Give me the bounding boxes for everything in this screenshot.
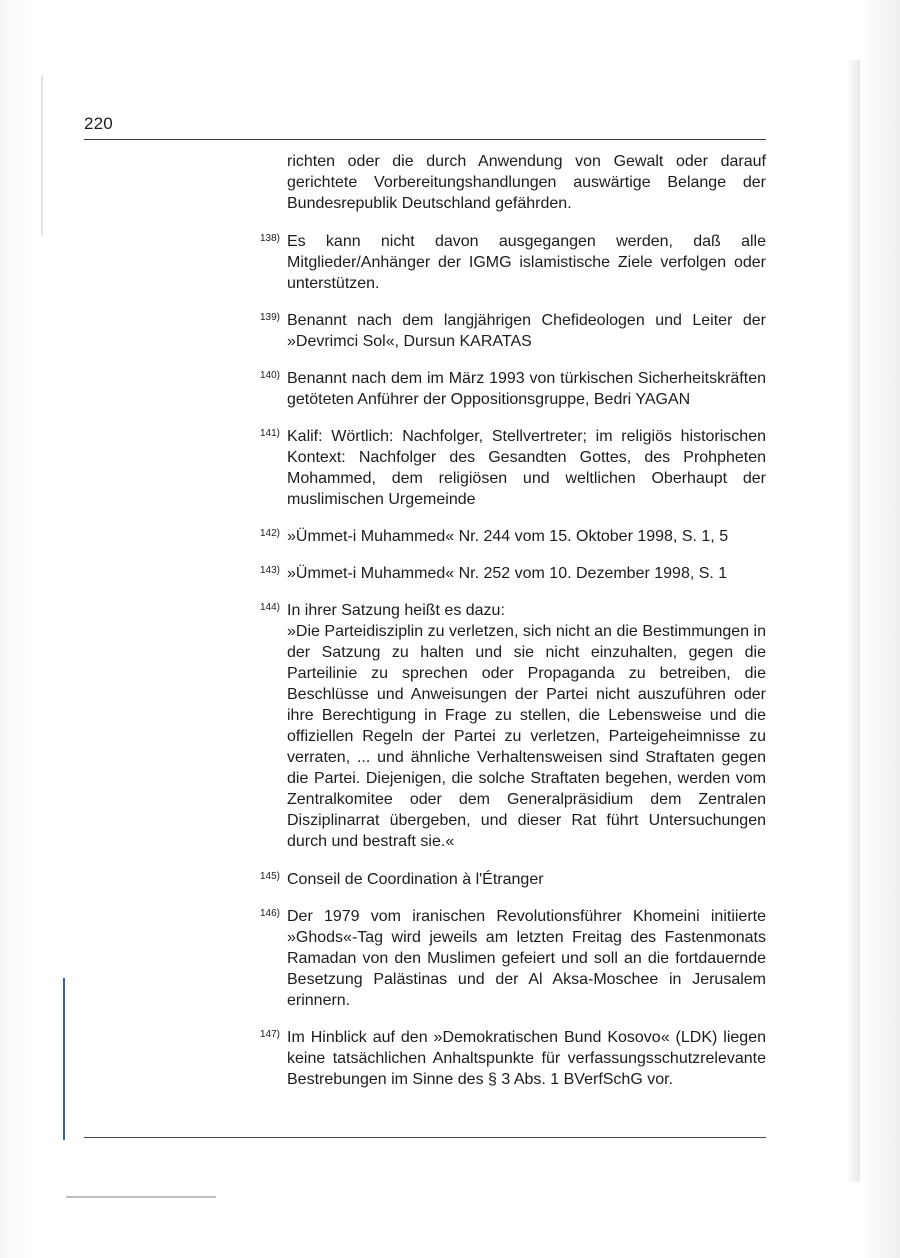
- footnote-143: [260, 563, 766, 584]
- footnote-text: Conseil de Coordination à l'Étranger: [287, 871, 544, 888]
- header-rule: [84, 139, 766, 140]
- footnote-number: 146): [260, 908, 281, 919]
- footnote-141: [260, 426, 766, 510]
- footnote-text: Es kann nicht davon ausgegangen werden, daß alle Mitglieder/Anhänger der IGMG islamistische Ziele verfolgen oder unterstützen.: [287, 233, 766, 292]
- footnote-144-quote: »Die Parteidisziplin zu verletzen, sich nicht an die Bestimmungen in der Satzung zu halten und sie nicht einzuhalten, gegen die Parteilinie zu sprechen oder Propaganda zu betreiben, die Beschlüsse und Anweisungen der Partei nicht auszuführen oder ihre Berechtigung in Frage zu stellen, die Lebensweise und die offiziellen Regeln der Partei zu verletzen, Parteigeheimnisse zu verraten, ... und ähnliche Verhaltensweisen sind Straftaten gegen die Partei. Diejenigen, die solche Straftaten begehen, werden vom Zentralkomitee oder dem Generalpräsidium dem Zentralen Disziplinarrat übergeben, und dieser Rat führt Untersuchungen durch und bestraft sie.«: [287, 623, 766, 850]
- footnote-text: Benannt nach dem im März 1993 von türkischen Sicherheitskräften getöteten Anführer der Oppositionsgruppe, Bedri YAGAN: [287, 370, 766, 408]
- footnote-number: 143): [260, 565, 281, 576]
- footnote-138: [260, 231, 766, 294]
- margin-marker: [63, 978, 65, 1140]
- continuation-text: richten oder die durch Anwendung von Gewalt oder darauf gerichtete Vorbereitungshandlungen auswärtige Belange der Bundesrepublik Deutschland gefährden.: [287, 153, 766, 212]
- footnote-number: 142): [260, 528, 281, 539]
- page-number: 220: [84, 114, 113, 133]
- footnote-146: [260, 906, 766, 1011]
- scan-edge-shade: [846, 60, 860, 1182]
- footnote-text: In ihrer Satzung heißt es dazu:: [287, 602, 505, 619]
- footnote-number: 140): [260, 370, 281, 381]
- footnote-number: 141): [260, 428, 281, 439]
- footnote-column: [260, 151, 766, 1106]
- footnote-142: [260, 526, 766, 547]
- footnote-144: [260, 600, 766, 621]
- footnote-text: Kalif: Wörtlich: Nachfolger, Stellvertreter; im religiös historischen Kontext: Nachfolger des Gesandten Gottes, des Prohpheten Mohammed, dem religiösen und weltlichen Oberhaupt der muslimischen Urgemeinde: [287, 428, 766, 508]
- footer-rule: [84, 1137, 766, 1138]
- footnote-147: [260, 1027, 766, 1090]
- footnote-text: Der 1979 vom iranischen Revolutionsführer Khomeini initiierte »Ghods«-Tag wird jeweils am letzten Freitag des Fastenmonats Ramadan von den Muslimen gefeiert und soll an die fortdauernde Besetzung Palästinas und der Al Aksa-Moschee in Jerusalem erinnern.: [287, 908, 766, 1009]
- footnote-140: [260, 368, 766, 410]
- footnote-text: Benannt nach dem langjährigen Chefideologen und Leiter der »Devrimci Sol«, Dursun KARATAS: [287, 312, 766, 350]
- footnote-number: 138): [260, 233, 281, 244]
- footnote-text: »Ümmet-i Muhammed« Nr. 244 vom 15. Oktober 1998, S. 1, 5: [287, 528, 729, 545]
- footnote-145: [260, 869, 766, 890]
- footnote-number: 139): [260, 312, 281, 323]
- footnote-number: 145): [260, 871, 281, 882]
- scan-margin-shadow: [41, 75, 43, 235]
- footnote-number: 144): [260, 602, 281, 613]
- footnote-text: Im Hinblick auf den »Demokratischen Bund Kosovo« (LDK) liegen keine tatsächlichen Anhaltspunkte für verfassungsschutzrelevante Bestrebungen im Sinne des § 3 Abs. 1 BVerfSchG vor.: [287, 1029, 766, 1088]
- footnote-text: »Ümmet-i Muhammed« Nr. 252 vom 10. Dezember 1998, S. 1: [287, 565, 728, 582]
- footnote-139: [260, 310, 766, 352]
- scan-bottom-stroke: [66, 1196, 216, 1198]
- footnote-number: 147): [260, 1029, 281, 1040]
